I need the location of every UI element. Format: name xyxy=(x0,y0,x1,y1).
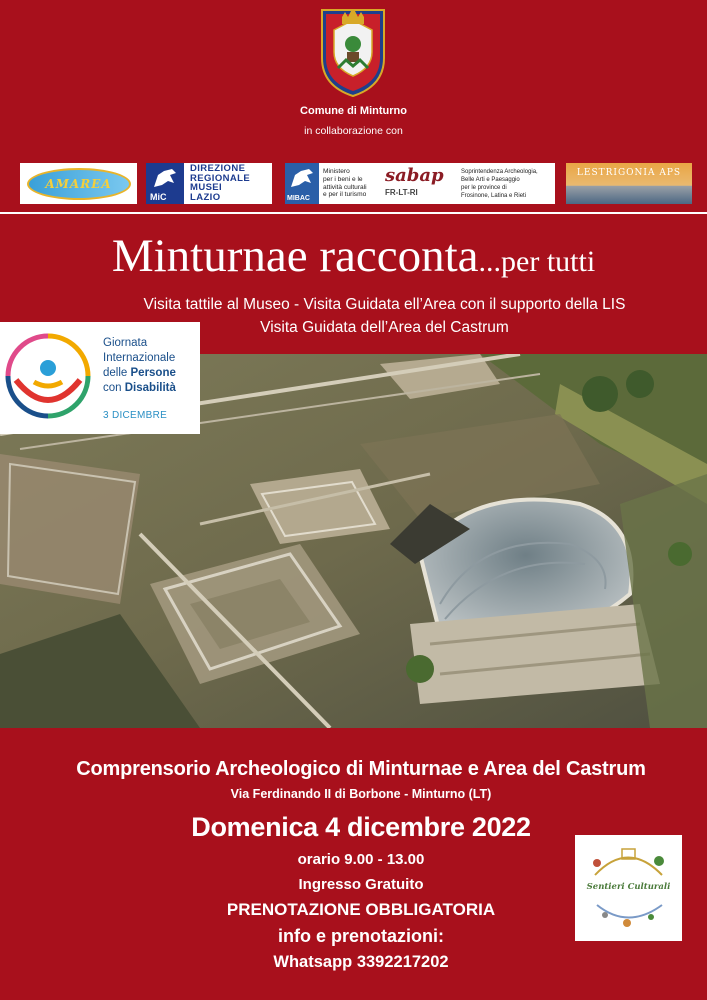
ministero-line-1: Ministero xyxy=(323,168,350,176)
mibac-label: MIBAC xyxy=(287,195,310,202)
sentieri-name: Sentieri Culturali xyxy=(586,882,671,892)
mibac-sabap-logo xyxy=(285,163,555,204)
badge-date: 3 DICEMBRE xyxy=(103,410,168,421)
event-hours: orario 9.00 - 13.00 xyxy=(297,851,425,868)
direzione-regionale-musei-lazio-logo xyxy=(146,163,272,204)
mibac-emblem xyxy=(285,163,319,204)
badge-line-1: Giornata xyxy=(103,337,148,349)
lazio-line-3: MUSEI xyxy=(190,182,223,194)
booking-required: PRENOTAZIONE OBBLIGATORIA xyxy=(226,900,496,919)
ministero-line-2: per i beni e le xyxy=(323,175,363,183)
location-name: Comprensorio Archeologico di Minturnae e Area del Castrum xyxy=(76,758,646,780)
event-title-main: Minturnae racconta xyxy=(111,230,479,282)
ministero-line-4: e per il turismo xyxy=(323,191,367,199)
amarea-logo xyxy=(20,163,137,204)
soprintendenza-line-1: Soprintendenza Archeologia, xyxy=(461,168,538,175)
event-subtitle-1: Visita tattile al Museo - Visita Guidata ell’Area con il supporto della LIS xyxy=(143,296,626,313)
badge-line-2: Internazionale xyxy=(103,352,176,364)
badge-line-3-prefix: delle xyxy=(103,367,131,379)
sentieri-culturali-logo xyxy=(575,835,682,941)
minturno-coat-of-arms xyxy=(320,8,386,98)
disability-day-badge xyxy=(0,322,200,434)
badge-line-4-bold: Disabilità xyxy=(124,382,176,394)
lazio-line-1: DIREZIONE xyxy=(190,163,246,174)
horse-icon xyxy=(285,163,319,191)
soprintendenza-line-3: per le province di xyxy=(461,184,507,191)
mic-emblem xyxy=(146,163,184,204)
info-label: info e prenotazioni: xyxy=(278,926,444,946)
lazio-line-2: REGIONALE xyxy=(190,172,251,184)
location-address: Via Ferdinando II di Borbone - Minturno (LT) xyxy=(230,787,492,801)
event-title-suffix: ...per tutti xyxy=(478,245,596,278)
municipality-name: Comune di Minturno xyxy=(300,105,407,117)
sabap-label: sabap xyxy=(385,165,444,186)
sabap-wordmark xyxy=(383,163,459,204)
lestrigonia-label: LESTRIGONIA APS xyxy=(576,168,682,178)
mic-label: MiC xyxy=(150,192,167,202)
ministero-line-3: attività culturali xyxy=(323,183,367,191)
lazio-line-4: LAZIO xyxy=(190,192,221,204)
event-date: Domenica 4 dicembre 2022 xyxy=(191,812,531,842)
disability-day-icon xyxy=(0,328,95,428)
badge-line-3-bold: Persone xyxy=(130,367,176,379)
collaboration-note: in collaborazione con xyxy=(304,125,403,137)
event-subtitle-2: Visita Guidata dell’Area del Castrum xyxy=(260,319,509,336)
header-divider xyxy=(0,212,707,214)
amarea-logo-text: AMAREA xyxy=(45,176,112,191)
admission-info: Ingresso Gratuito xyxy=(298,876,424,893)
horse-icon xyxy=(146,163,184,191)
lestrigonia-logo xyxy=(566,163,692,204)
badge-line-4-prefix: con xyxy=(103,382,125,394)
event-title xyxy=(0,226,707,292)
sabap-sub-label: FR-LT-RI xyxy=(385,188,418,197)
soprintendenza-line-4: Frosinone, Latina e Rieti xyxy=(461,192,527,199)
whatsapp-contact: Whatsapp 3392217202 xyxy=(273,953,449,971)
soprintendenza-line-2: Belle Arti e Paesaggio xyxy=(461,176,520,183)
